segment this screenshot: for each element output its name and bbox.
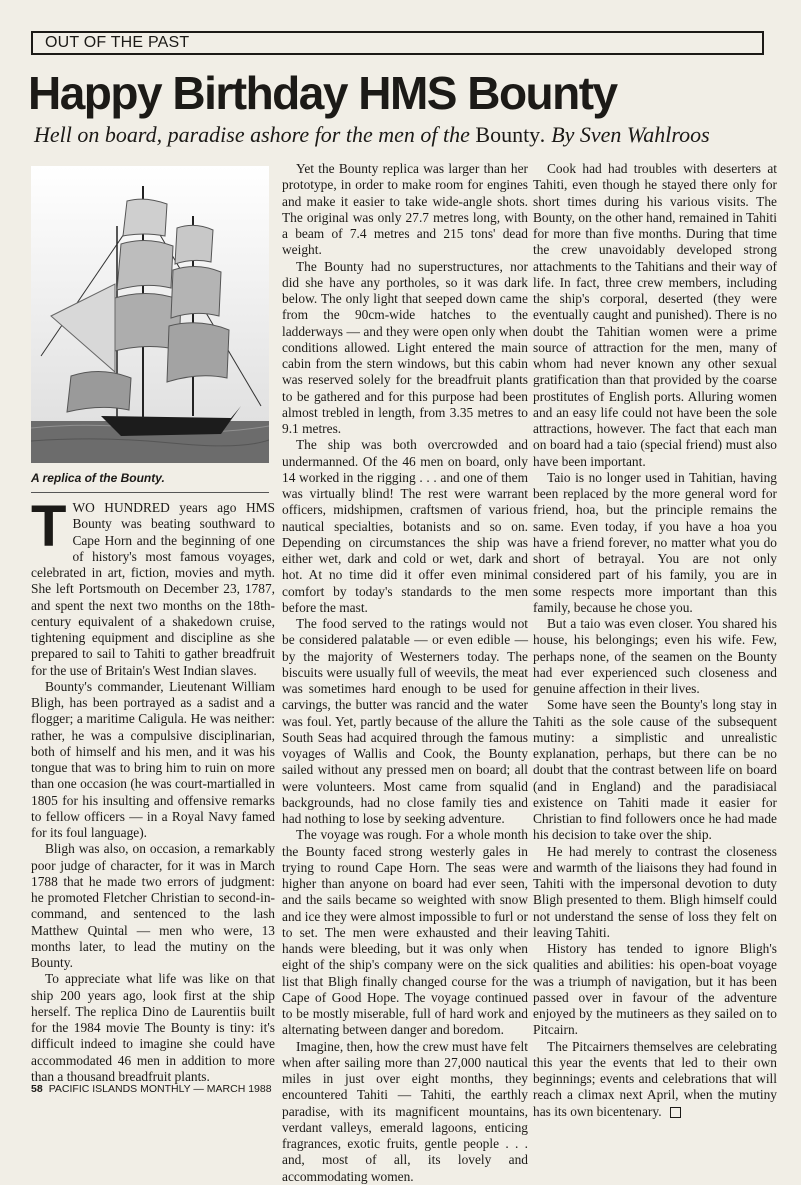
drop-cap: T — [31, 494, 67, 559]
paragraph: Bounty's commander, Lieutenant William Bligh, has been portrayed as a sadist and a flogger; a maritime Caligula. He was neither: rather, he was a compulsive disciplinarian, both of himself and his men, and it was his tongue that was to bring him to ruin on more than one occasion (he was court-martialled in 1805 for his insulting and offensive remarks to fellow officers — in a Royal Navy famed for its foul language). — [31, 678, 275, 840]
article-column-1 — [31, 494, 275, 1085]
publication-line: PACIFIC ISLANDS MONTHLY — MARCH 1988 — [48, 1083, 272, 1095]
paragraph: The food served to the ratings would not be considered palatable — or even edible — by the majority of Westerners today. The biscuits were usually full of weevils, the meat was sometimes hard enough to be used for carvings, the butter was rancid and the water was foul. Yet, partly because of the allure the South Seas had acquired through the famous voyages of Wallis and Cook, the Bounty sailed without any pressed men on board; all were volunteers. Most came from squalid backgrounds, had no close family ties and had nothing to lose by seeking adventure. — [282, 616, 528, 826]
paragraph-text: The Pitcairners themselves are celebrating this year the events that led to their own beginnings; events and celebrations that will reach a climax next April, when the mutiny has its own bicentenary. — [533, 1038, 777, 1119]
paragraph: He had merely to contrast the closeness and warmth of the liaisons they had found in Tahiti with the impersonal devotion to duty Bligh presented to them. Bligh himself could not understand the sense of loss they felt on leaving Tahiti. — [533, 843, 777, 940]
deck — [34, 122, 794, 148]
article-column-2 — [282, 161, 528, 1185]
paragraph: Taio is no longer used in Tahitian, having been replaced by the more general word for friend, hoa, but the principle remains the same. Even today, if you have a hoa you have a friend forever, no matter what you do short of betrayal. You are not only considered part of his family, you are in some respects more important than this family, because he chose you. — [533, 469, 777, 615]
byline: . By Sven Wahlroos — [540, 122, 710, 147]
article-column-3 — [533, 161, 777, 1120]
paragraph: The voyage was rough. For a whole month the Bounty faced strong westerly gales in trying to round Cape Horn. The seas were higher than anyone on board had ever seen, and the sails became so weighted with snow and ice they were almost impossible to furl or to set. The men were exhausted and their hands were bleeding, but it was only when eight of the ship's company were on the sick list that Bligh finally changed course for the Cape of Good Hope. The voyage continued to be mostly miserable, full of hard work and alternating between danger and boredom. — [282, 827, 528, 1038]
paragraph: The ship was both overcrowded and undermanned. Of the 46 men on board, only 14 worked in the rigging . . . and one of them was virtually blind! The rest were warrant officers, midshipmen, craftsmen of various nautical specialties, botanists and so on. Depending on circumstances the ship was either wet, dark and cold or wet, dark and hot. At no time did it offer even minimal comfort by today's standards to the men before the mast. — [282, 437, 528, 615]
paragraph: The Bounty had no superstructures, nor did she have any portholes, so it was dark below. The only light that seeped down came from the 90cm-wide hatches to the ladderways — and they were open only when conditions allowed. Light entered the main cabin from the stern windows, but this cabin was reserved solely for the breadfruit plants to be gathered and for this purpose had been almost trebled in length, from 3.35 metres to 9.1 metres. — [282, 258, 528, 436]
ship-photo — [31, 166, 269, 463]
paragraph: Some have seen the Bounty's long stay in Tahiti as the sole cause of the subsequent mutiny: a simplistic and unrealistic explanation, perhaps, but there can be no doubt that the contrast between life on board (and in England) and the paradisiacal existence on Tahiti made it easier for Christian to find followers once he had made his decision to take over the ship. — [533, 697, 777, 843]
paragraph: Cook had had troubles with deserters at Tahiti, even though he stayed there only for short times during his various visits. The Bounty, on the other hand, remained in Tahiti for more than five months. During that time the crew unavoidably developed strong attachments to the Tahitians and their way of life. In fact, three crew members, including the ship's corporal, deserted (they were eventually caught and punished). There is no doubt the Tahitian women were a prime source of attraction for the men, many of whom had never known any other sexual gratification than that provided by the coarse prostitutes of English ports. Alluring women and an easy life could not have been the sole attractions, however. The fact that each man on board had a taio (special friend) must also have been important. — [533, 161, 777, 469]
paragraph: History has tended to ignore Bligh's qualities and abilities: his open-boat voyage was a triumph of navigation, but it has been passed over in favour of the adventure enjoyed by the mutineers as they sailed on to Pitcairn. — [533, 941, 777, 1038]
paragraph: To appreciate what life was like on that ship 200 years ago, look first at the ship herself. The replica Dino de Laurentiis built for the 1984 movie The Bounty is tiny: it's difficult indeed to imagine she could have accommodated 46 men in addition to more than a thousand breadfruit plants. — [31, 971, 275, 1084]
paragraph: Imagine, then, how the crew must have felt when after sailing more than 27,000 nautical miles in just over eight months, they encountered Tahiti — Tahiti, the earthly paradise, with its magnificent mountains, verdant valleys, emerald lagoons, enticing fragrances, exotic fruits, gentle people . . . and, most of all, its lovely and accommodating women. — [282, 1038, 528, 1184]
page-footer — [31, 1083, 431, 1095]
caption-divider — [31, 492, 269, 493]
headline: Happy Birthday HMS Bounty — [28, 67, 617, 119]
section-label: OUT OF THE PAST — [31, 31, 764, 55]
paragraph: Yet the Bounty replica was larger than her prototype, in order to make room for engines and make it easier to take wide-angle shots. The original was only 27.7 metres long, with a beam of 7.4 metres and 215 tons' dead weight. — [282, 161, 528, 258]
paragraph-text: WO HUNDRED years ago HMS Bounty was beating southward to Cape Horn and the beginning of one of history's most famous voyages, celebrated in art, fiction, movies and myth. She left Portsmouth on December 23, 1787, and spent the next two months on the 18th-century equivalent of a shakedown cruise, tightening equipment and discipline as she prepared to sail to Tahiti to gather breadfruit for the use of Britain's West Indian slaves. — [31, 500, 275, 678]
paragraph — [31, 494, 275, 679]
ship-illustration — [31, 166, 269, 463]
end-mark-icon — [670, 1107, 681, 1118]
paragraph: But a taio was even closer. You shared his house, his belongings; even his wife. Few, perhaps none, of the seamen on the Bounty had ever experienced such closeness and genuine affection in their lives. — [533, 616, 777, 696]
deck-lead: Hell on board, paradise ashore for the men of the — [34, 122, 470, 147]
paragraph: Bligh was also, on occasion, a remarkably poor judge of character, for it was in March 1788 that he made two errors of judgment: he promoted Fletcher Christian to second-in-command, and sentenced to the lash Matthew Quintal — men who were, 13 months later, to lead the mutiny on the Bounty. — [31, 841, 275, 970]
photo-caption: A replica of the Bounty. — [31, 471, 165, 485]
paragraph — [533, 1039, 777, 1120]
deck-ship: Bounty — [475, 122, 541, 147]
page-number: 58 — [31, 1083, 43, 1095]
